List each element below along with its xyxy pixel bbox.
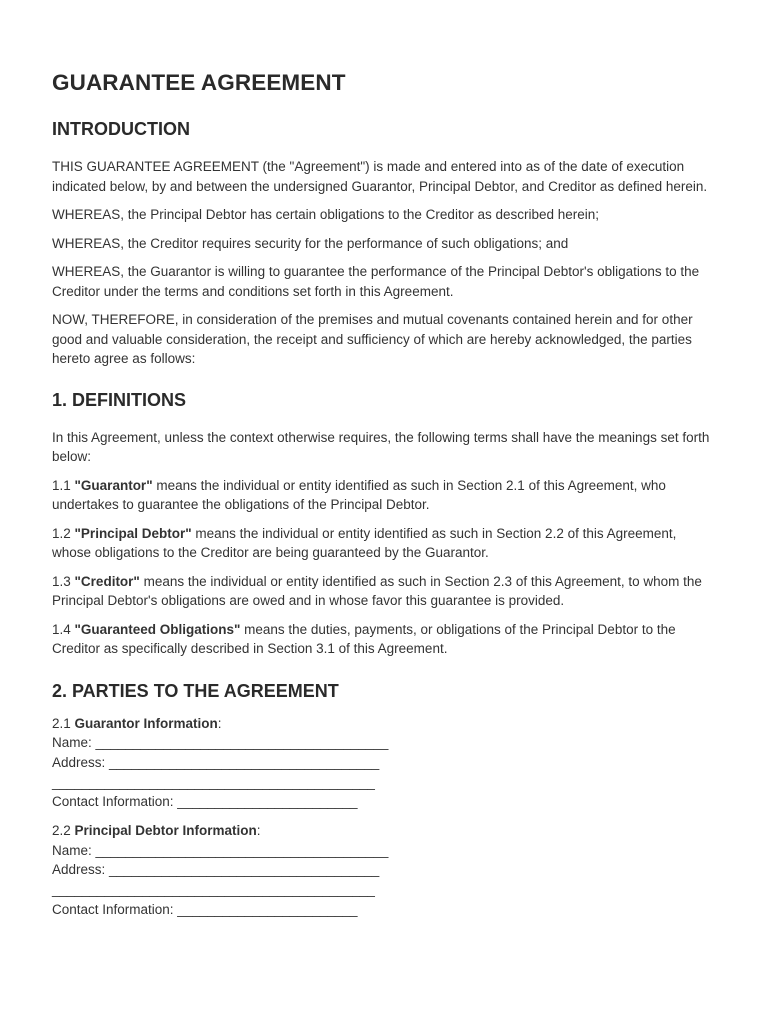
definition-item-principal-debtor: [52, 524, 710, 563]
party-block-label: Guarantor Information: [74, 715, 218, 731]
definition-number: 1.3: [52, 573, 75, 589]
document-title: GUARANTEE AGREEMENT: [52, 70, 346, 95]
definition-number: 1.2: [52, 525, 75, 541]
definition-number: 1.1: [52, 477, 75, 493]
definitions-heading: 1. DEFINITIONS: [52, 389, 187, 410]
definition-item-guarantor: [52, 476, 710, 515]
address-field-line-2[interactable]: ___________________________________________: [52, 882, 375, 898]
address-field-line-2[interactable]: ___________________________________________: [52, 774, 375, 790]
definition-text: means the individual or entity identified as such in Section 2.2 of this Agreement, whose obligations to the Creditor are being guaranteed by the Guarantor.: [52, 525, 677, 560]
party-block-label: Principal Debtor Information: [74, 823, 257, 839]
contact-information-field-line[interactable]: Contact Information: ________________________: [52, 794, 358, 810]
party-block-title: [52, 821, 710, 841]
address-field-line[interactable]: Address: ____________________________________: [52, 754, 380, 770]
definition-text: means the individual or entity identified as such in Section 2.3 of this Agreement, to whom the Principal Debtor's obligations are owed and in whose favor this guarantee is provided.: [52, 573, 702, 608]
intro-paragraph-2: WHEREAS, the Principal Debtor has certain obligations to the Creditor as described herein;: [52, 207, 600, 222]
definition-term: "Creditor": [74, 573, 140, 589]
contact-information-field-line[interactable]: Contact Information: ________________________: [52, 901, 358, 917]
definition-text: means the duties, payments, or obligations of the Principal Debtor to the Creditor as specifically described in Section 3.1 of this Agreement.: [52, 621, 676, 656]
name-field-line[interactable]: Name: _______________________________________: [52, 735, 389, 751]
parties-heading: 2. PARTIES TO THE AGREEMENT: [52, 680, 339, 701]
intro-paragraph-4: WHEREAS, the Guarantor is willing to guarantee the performance of the Principal Debtor's obligations to the Creditor under the terms and conditions set forth in this Agreement.: [52, 264, 700, 299]
definitions-intro: In this Agreement, unless the context otherwise requires, the following terms shall have the meanings set forth below:: [52, 429, 710, 464]
guarantor-information-block: [52, 714, 710, 813]
definition-term: "Principal Debtor": [74, 525, 192, 541]
definition-text: means the individual or entity identified as such in Section 2.1 of this Agreement, who undertakes to guarantee the obligations of the Principal Debtor.: [52, 477, 666, 512]
intro-paragraph-5: NOW, THEREFORE, in consideration of the premises and mutual covenants contained herein and for other good and valuable consideration, the receipt and sufficiency of which are hereby acknowledged, the parties hereto agree as follows:: [52, 312, 693, 366]
definition-number: 1.4: [52, 621, 75, 637]
definitions-section: [52, 390, 710, 659]
parties-section: [52, 681, 710, 920]
address-field-line[interactable]: Address: ____________________________________: [52, 862, 380, 878]
definition-term: "Guaranteed Obligations": [74, 621, 241, 637]
party-block-title: [52, 714, 710, 734]
intro-paragraph-1: THIS GUARANTEE AGREEMENT (the "Agreement") is made and entered into as of the date of execution indicated below, by and between the undersigned Guarantor, Principal Debtor, and Creditor as defined herein.: [52, 159, 708, 194]
definition-term: "Guarantor": [74, 477, 153, 493]
party-block-colon: :: [217, 715, 222, 731]
introduction-heading: INTRODUCTION: [52, 119, 190, 139]
definition-item-guaranteed-obligations: [52, 620, 710, 659]
definition-item-creditor: [52, 572, 710, 611]
principal-debtor-information-block: [52, 821, 710, 920]
party-block-colon: :: [256, 823, 261, 839]
name-field-line[interactable]: Name: _______________________________________: [52, 842, 389, 858]
party-block-number: 2.1: [52, 715, 75, 731]
party-block-number: 2.2: [52, 823, 75, 839]
intro-paragraph-3: WHEREAS, the Creditor requires security for the performance of such obligations; and: [52, 235, 569, 251]
introduction-section: [52, 119, 710, 369]
